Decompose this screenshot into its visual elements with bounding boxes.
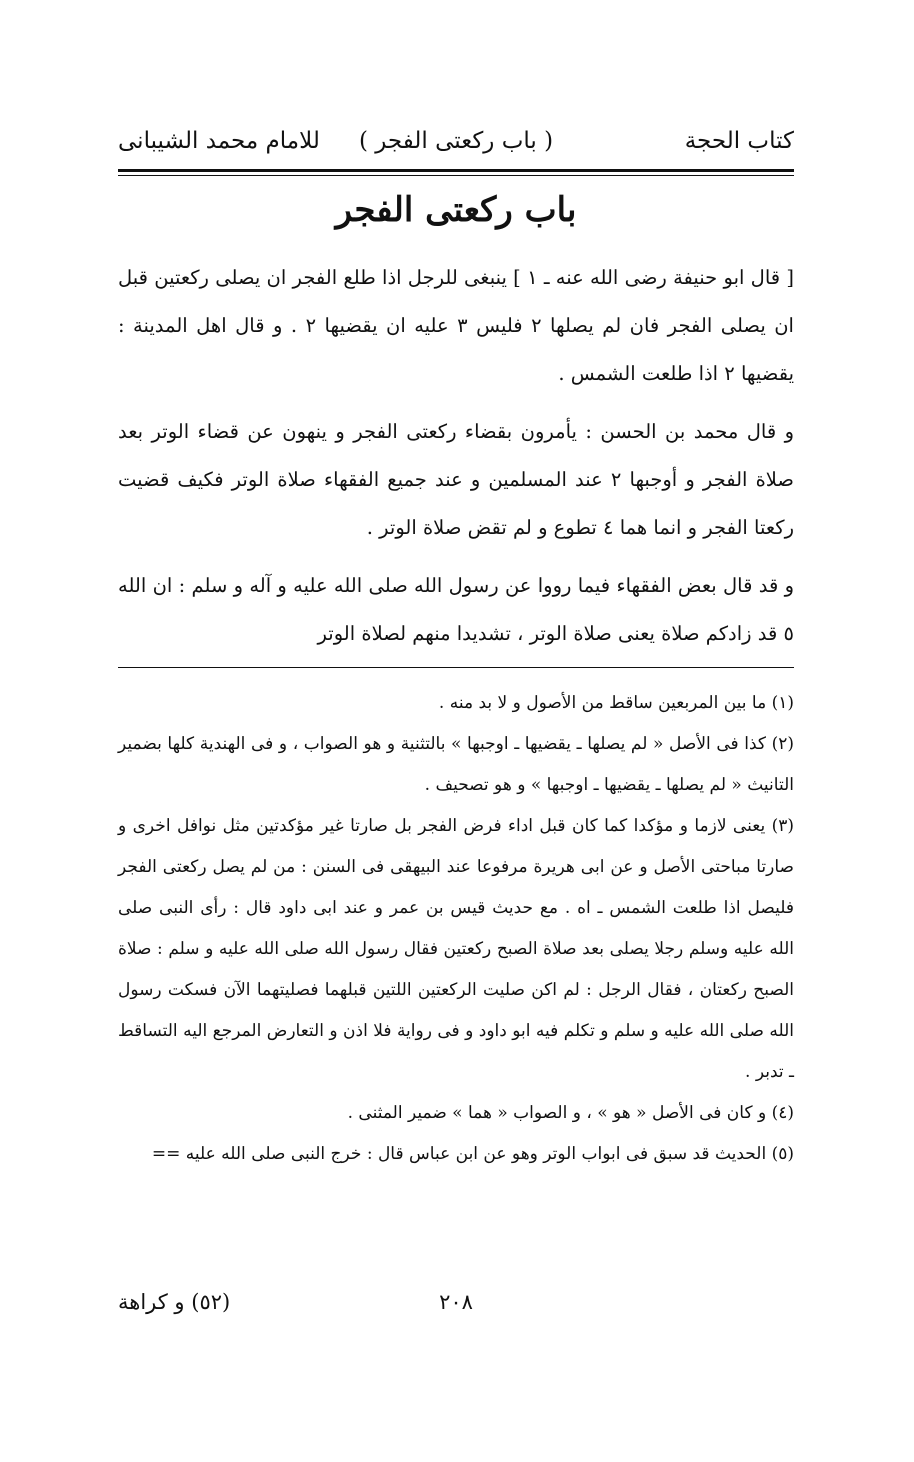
paragraph: و قد قال بعض الفقهاء فيما رووا عن رسول الله صلى الله عليه و آله و سلم : ان الله ٥ قد زادكم صلاة يعنى صلاة الوتر ، تشديدا منهم لصلاة الوتر [118, 574, 794, 645]
footnote: (٢) كذا فى الأصل « لم يصلها ـ يقضيها ـ اوجبها » بالتثنية و هو الصواب ، و فى الهندية كلها بضمير التانيث « لم يصلها ـ يقضيها ـ اوجبها » و هو تصحيف . [118, 734, 794, 795]
paragraph: [ قال ابو حنيفة رضى الله عنه ـ ١ ] ينبغى للرجل اذا طلع الفجر ان يصلى ركعتين قبل ان يصلى الفجر فان لم يصلها ٢ فليس ٣ عليه ان يقضيها ٢ . و قال اهل المدينة : يقضيها ٢ اذا طلعت الشمس . [118, 266, 794, 385]
chapter-heading: ( باب ركعتى الفجر ) [358, 128, 554, 154]
footnote: (٤) و كان فى الأصل « هو » ، و الصواب « هما » ضمير المثنى . [347, 1103, 794, 1123]
header-rule-thick [118, 169, 794, 172]
header-rule-thin [118, 175, 794, 176]
footnote: (٥) الحديث قد سبق فى ابواب الوتر وهو عن ابن عباس قال : خرج النبى صلى الله عليه == [151, 1144, 794, 1164]
main-text [118, 254, 794, 658]
section-title: باب ركعتى الفجر [335, 190, 577, 230]
page-footer [118, 1290, 794, 1324]
footnotes [118, 683, 794, 1175]
book-title: كتاب الحجة [684, 128, 794, 154]
footnote-rule [118, 667, 794, 668]
signature-catchword: (٥٢) و كراهة [118, 1290, 231, 1314]
paragraph: و قال محمد بن الحسن : يأمرون بقضاء ركعتى الفجر و ينهون عن قضاء الوتر بعد صلاة الفجر و أوجبها ٢ عند المسلمين و عند جميع الفقهاء صلاة الوتر فكيف قضيت ركعتا الفجر و انما هما ٤ تطوع و لم تقض صلاة الوتر . [118, 420, 794, 539]
page-number: ٢٠٨ [439, 1290, 473, 1314]
running-header [118, 128, 794, 172]
footnote: (٣) يعنى لازما و مؤكدا كما كان قبل اداء فرض الفجر بل صارتا غير مؤكدتين مثل نوافل اخرى و صارتا مباحتى الأصل و عن ابى هريرة مرفوعا عند البيهقى فى السنن : من لم يصل ركعتى الفجر فليصل اذا طلعت الشمس ـ اه . مع حديث قيس بن عمر و عند ابى داود قال : رأى النبى صلى الله عليه وسلم رجلا يصلى بعد صلاة الصبح ركعتين فقال رسول الله صلى الله عليه و سلم : صلاة الصبح ركعتان ، فقال الرجل : لم اكن صليت الركعتين اللتين قبلهما فصليتهما الآن فسكت رسول الله صلى الله عليه و سلم و تكلم فيه ابو داود و فى رواية فلا اذن و التعارض المرجع اليه التساقط ـ تدبر . [118, 816, 794, 1082]
footnote: (١) ما بين المربعين ساقط من الأصول و لا بد منه . [438, 693, 794, 713]
author-name: للامام محمد الشيبانى [118, 128, 320, 154]
